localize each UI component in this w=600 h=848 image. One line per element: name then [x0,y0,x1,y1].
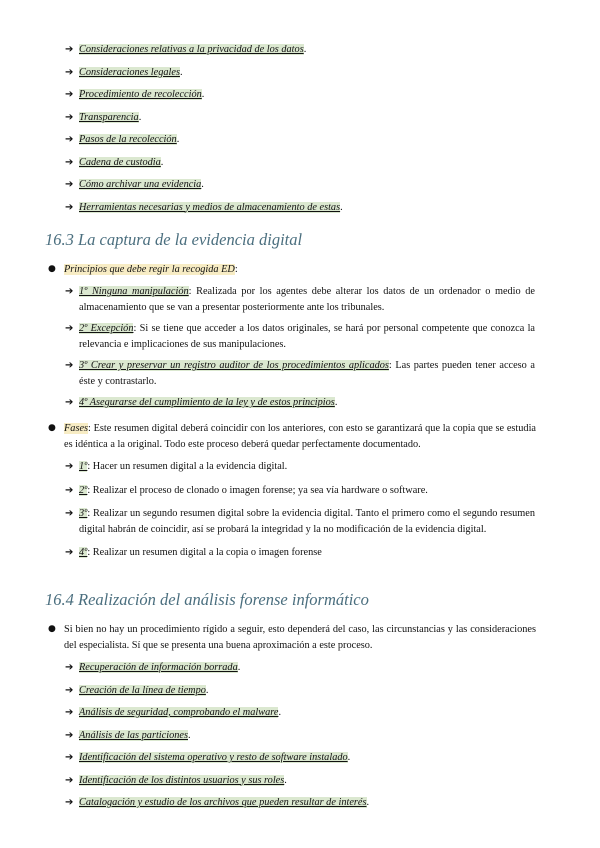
item-text: : [234,264,238,275]
highlighted-link[interactable]: Consideraciones legales [79,66,180,78]
item-text: . [138,111,142,123]
arrow-icon: ➔ [65,44,74,55]
arrow-icon: ➔ [65,134,74,145]
item-text: . [284,774,287,786]
item-text: : Si se tiene que acceder a los datos originales, se hará por personal competente que conozca la relevancia e implicaciones de sus manipulaciones. [79,323,536,350]
item-text: . [334,397,338,408]
list-item [65,65,535,81]
highlighted-link[interactable]: 1º Ninguna manipulación [79,286,189,297]
item-text: Si bien no hay un procedimiento rígido a seguir, esto dependerá del caso, las circunstancias y las consideraciones del especialista. Sí que se presenta una buena aproximación a este proceso. [64,624,536,651]
item-text: . [340,201,343,213]
list-item [65,683,535,699]
list-item [65,42,535,58]
list-item [65,87,535,103]
arrow-icon: ➔ [65,156,74,168]
list-item [65,132,535,148]
item-text: . [205,684,209,696]
highlighted-label: Fases [64,423,89,434]
item-text: : Hacer un resumen digital a la evidencia digital. [87,461,288,472]
bullet-icon: ● [48,624,56,634]
arrow-icon: ➔ [65,461,74,472]
item-text: . [366,797,370,808]
item-text: . [237,662,241,673]
highlighted-link[interactable]: Herramientas necesarias y medios de almacenamiento de estas [79,201,341,213]
arrow-icon: ➔ [65,66,74,78]
bullet-icon: ● [48,423,56,433]
highlighted-link[interactable]: 2º [79,484,88,496]
top-list [65,42,535,215]
highlighted-link[interactable]: 1º [79,461,88,472]
bullet-principios [48,262,536,278]
list-item [65,284,535,315]
arrow-icon: ➔ [65,484,74,496]
arrow-icon: ➔ [65,547,74,558]
highlighted-link[interactable]: Pasos de la recolección [79,134,177,145]
arrow-icon: ➔ [65,397,74,408]
highlighted-link[interactable]: 3º Crear y preservar un registro auditor de los procedimientos aplicados [79,360,389,371]
principios-list [65,284,535,411]
item-text: : Realizar un segundo resumen digital sobre la evidencia digital. Tanto el primero como el segundo resumen digital habrán de coincidir, así se probará la integridad y la no modificación de la evidencia digital. [79,508,535,535]
highlighted-link[interactable]: 4º Asegurarse del cumplimiento de la ley y de estos principios [79,397,335,408]
item-text: : Realizada por los agentes debe alterar los datos de un ordenador o medio de almacenamiento que se van a presentar posteriormente ante los tribunales. [79,286,535,313]
list-item [65,358,535,389]
list-item [65,321,535,352]
highlighted-link[interactable]: Transparencia [79,111,139,123]
highlighted-link[interactable]: Procedimiento de recolección [79,89,202,100]
bullet-intro [48,622,536,653]
item-text: : Realizar el proceso de clonado o imagen forense; ya sea vía hardware o software. [87,484,428,496]
arrow-icon: ➔ [65,729,74,741]
list-item [65,728,535,744]
item-text: . [187,729,191,741]
arrow-icon: ➔ [65,707,74,718]
list-item [65,177,535,193]
list-item [65,155,535,171]
list-item [65,545,535,561]
arrow-icon: ➔ [65,179,74,190]
bullet-fases [48,421,536,452]
item-text: : Este resumen digital deberá coincidir con los anteriores, con esto se garantizará que la copia que se estudia es idéntica a la original. Todo este proceso deberá quedar perfectamente documentado. [64,423,536,450]
analysis-list [65,660,535,811]
list-item [65,795,535,811]
highlighted-link[interactable]: Catalogación y estudio de los archivos que pueden resultar de interés [79,797,367,808]
item-text: . [179,66,183,78]
bullet-icon: ● [48,264,56,274]
list-item [65,660,535,676]
highlighted-link[interactable]: Creación de la línea de tiempo [79,684,206,696]
list-item [65,750,535,766]
arrow-icon: ➔ [65,662,74,673]
arrow-icon: ➔ [65,201,74,213]
item-text: . [160,156,164,168]
item-text: : Realizar un resumen digital a la copia o imagen forense [87,547,322,558]
highlighted-link[interactable]: Cadena de custodia [79,156,161,168]
list-item [65,395,535,411]
arrow-icon: ➔ [65,684,74,696]
highlighted-link[interactable]: 4º [79,547,88,558]
list-item [65,483,535,499]
item-text: . [201,179,204,190]
arrow-icon: ➔ [65,508,74,519]
item-text: . [176,134,180,145]
list-item [65,110,535,126]
highlighted-link[interactable]: Análisis de las particiones [79,729,188,741]
list-item [65,200,535,216]
arrow-icon: ➔ [65,360,74,371]
arrow-icon: ➔ [65,89,74,100]
list-item [65,773,535,789]
highlighted-link[interactable]: Cómo archivar una evidencia [79,179,202,190]
highlighted-link[interactable]: 3º [79,508,88,519]
highlighted-link[interactable]: Análisis de seguridad, comprobando el malware [79,707,279,718]
section-heading-16-3: 16.3 La captura de la evidencia digital [45,230,303,249]
list-item [65,459,535,475]
arrow-icon: ➔ [65,286,74,297]
highlighted-link[interactable]: 2º Excepción [79,323,134,334]
fases-list [65,459,535,561]
highlighted-link[interactable]: Consideraciones relativas a la privacidad de los datos [79,44,304,55]
item-text: . [201,89,205,100]
list-item [65,506,535,537]
item-text: . [278,707,282,718]
highlighted-link[interactable]: Recuperación de información borrada [79,662,238,673]
highlighted-link[interactable]: Identificación de los distintos usuarios y sus roles [79,774,285,786]
section-heading-16-4: 16.4 Realización del análisis forense informático [45,590,369,609]
item-text: . [303,44,307,55]
arrow-icon: ➔ [65,752,74,763]
arrow-icon: ➔ [65,774,74,786]
item-text: : Las partes pueden tener acceso a éste y contrastarlo. [79,360,535,387]
highlighted-link[interactable]: Identificación del sistema operativo y resto de software instalado [79,752,348,763]
item-text: . [347,752,351,763]
arrow-icon: ➔ [65,323,74,334]
arrow-icon: ➔ [65,797,74,808]
list-item [65,705,535,721]
highlighted-label: Principios que debe regir la recogida ED [64,264,235,275]
arrow-icon: ➔ [65,111,74,123]
